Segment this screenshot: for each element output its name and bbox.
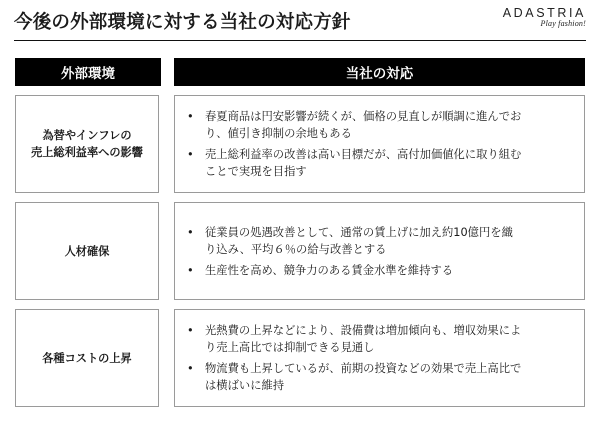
header-external-environment: 外部環境 [15,58,161,86]
brand-tagline: Play fashion! [540,19,586,28]
bullet-text: 売上総利益率の改善は高い目標だが、高付加価値化に取り組む ことで実現を目指す [205,148,522,178]
brand-name: ADASTRIA [502,6,586,20]
bullet-dot: • [187,324,194,337]
env-cell [15,95,159,193]
table-row [15,202,585,300]
header-company-response: 当社の対応 [174,58,585,86]
response-bullet [185,322,574,356]
response-bullet [185,146,574,180]
env-cell [15,309,159,407]
bullet-text: 光熱費の上昇などにより、設備費は増加傾向も、増収効果によ り売上高比では抑制できる見通し [205,324,522,354]
bullet-text: 従業員の処遇改善として、通常の賃上げに加え約10億円を織 り込み、平均６％の給与改善とする [205,225,513,256]
table-header-row [15,58,585,86]
table-row [15,95,585,193]
env-label-line: 人材確保 [64,244,110,258]
bullet-text: 物流費も上昇しているが、前期の投資などの効果で売上高比で は横ばいに維持 [205,362,522,392]
bullet-text: 生産性を高め、競争力のある賃金水準を維持する [205,263,454,277]
env-label-line: 売上総利益率への影響 [31,146,143,159]
slide-title: 今後の外部環境に対する当社の対応方針 [14,12,351,33]
policy-table [15,58,585,392]
env-label-line: 為替やインフレの [42,129,132,142]
response-cell [174,202,585,300]
bullet-dot: • [187,362,194,375]
env-label-line: 各種コストの上昇 [42,351,132,365]
bullet-text: 春夏商品は円安影響が続くが、価格の見直しが順調に進んでお り、値引き抑制の余地もある [205,110,522,140]
bullet-dot: • [187,263,194,277]
table-row [15,309,585,407]
bullet-dot: • [187,110,194,123]
bullet-dot: • [187,148,194,161]
response-bullet [185,360,574,394]
bullet-dot: • [187,225,194,239]
response-bullet [185,108,574,142]
env-cell [15,202,159,300]
response-cell [174,95,585,193]
brand-logo [503,6,586,28]
title-divider [14,40,586,41]
response-bullet [185,262,574,279]
response-cell [174,309,585,407]
response-bullet [185,224,574,258]
